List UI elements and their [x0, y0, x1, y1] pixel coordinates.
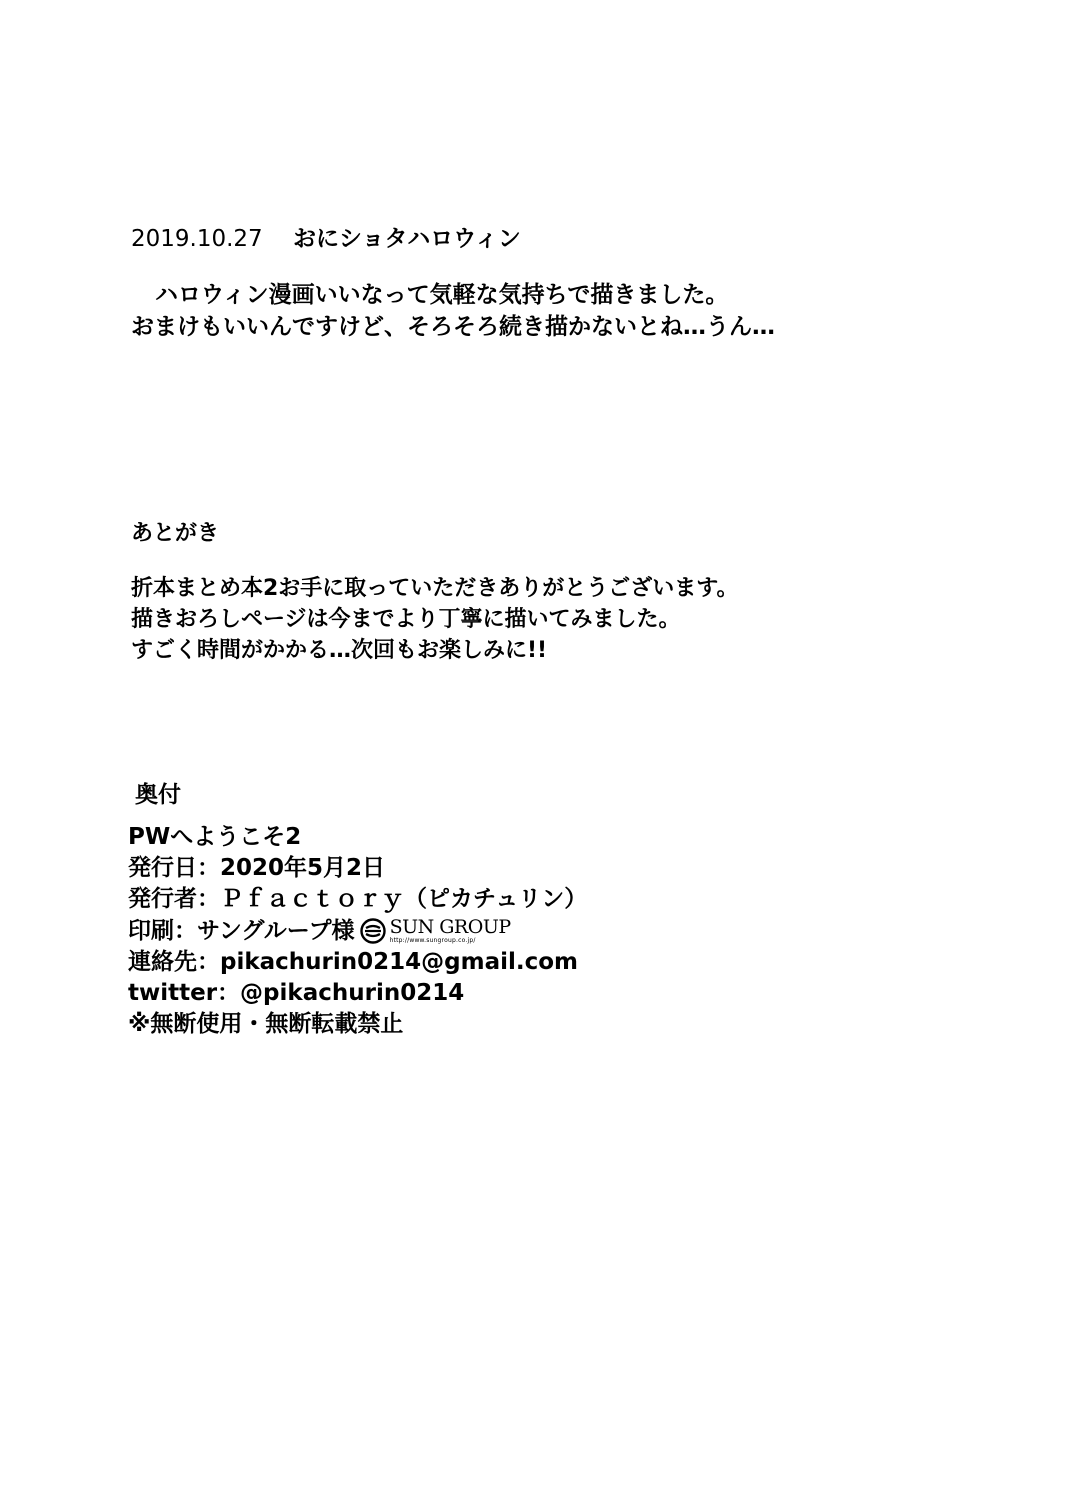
- colophon-printer: 印刷：サングループ様: [128, 917, 355, 944]
- colophon-notice: ※無断使用・無断転載禁止: [128, 1011, 404, 1037]
- colophon-publisher: 発行者：Ｐｆａｃｔｏｒｙ（ピカチュリン）: [128, 886, 588, 912]
- colophon-printer-row: [128, 918, 511, 944]
- sun-group-logo: [359, 918, 511, 944]
- afterword-heading: あとがき: [131, 521, 220, 546]
- halloween-date: 2019.10.27: [131, 226, 263, 252]
- sun-group-emblem-icon: [359, 918, 387, 944]
- sun-group-logo-url: http://www.sungroup.co.jp/: [389, 937, 476, 944]
- colophon-contact: 連絡先：pikachurin0214@gmail.com: [128, 949, 579, 975]
- colophon-date: 発行日：2020年5月2日: [128, 855, 386, 881]
- halloween-line-2: おまけもいいんですけど、そろそろ続き描かないとね…うん…: [131, 314, 775, 340]
- halloween-line-1: ハロウィン漫画いいなって気軽な気持ちで描きました。: [155, 282, 729, 308]
- colophon-title: PWへようこそ2: [128, 824, 302, 850]
- colophon-twitter: twitter：@pikachurin0214: [128, 980, 465, 1006]
- colophon-heading: 奥付: [135, 782, 181, 808]
- afterword-line-1: 折本まとめ本2お手に取っていただきありがとうございます。: [131, 576, 739, 601]
- sun-group-logo-text: SUN GROUP: [389, 916, 511, 938]
- afterword-line-2: 描きおろしページは今までより丁寧に描いてみました。: [131, 607, 681, 632]
- afterword-line-3: すごく時間がかかる…次回もお楽しみに!!: [131, 638, 548, 663]
- halloween-title: おにショタハロウィン: [293, 226, 521, 252]
